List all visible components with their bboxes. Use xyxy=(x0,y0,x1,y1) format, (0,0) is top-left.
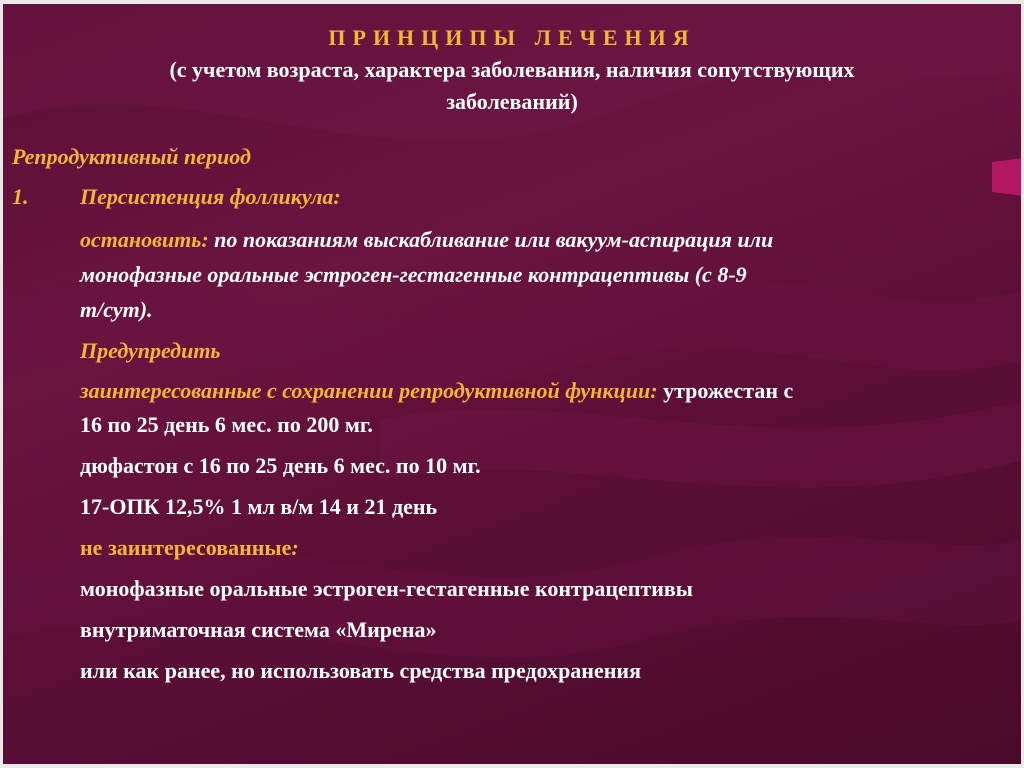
interested-line-2: 16 по 25 день 6 мес. по 200 мг. xyxy=(80,412,373,437)
not-interested-colon: : xyxy=(291,535,299,560)
prevent-label: Предупредить xyxy=(80,338,221,363)
stop-line-1 xyxy=(80,227,773,253)
slide-title: ПРИНЦИПЫ ЛЕЧЕНИЯ xyxy=(328,25,696,50)
section-heading: Репродуктивный период xyxy=(12,144,251,169)
item-title: Персистенция фолликула: xyxy=(80,184,341,209)
dufaston-line: дюфастон с 16 по 25 день 6 мес. по 10 мг. xyxy=(80,453,481,478)
stop-label: остановить: xyxy=(80,227,209,252)
option-3: или как ранее, но использовать средства предохранения xyxy=(80,658,641,683)
opk-line: 17-ОПК 12,5% 1 мл в/м 14 и 21 день xyxy=(80,494,438,519)
slide-frame-bottom xyxy=(0,764,1024,768)
stop-text-1: по показаниям выскабливание или вакуум-аспирация или xyxy=(208,227,774,252)
not-interested-line xyxy=(80,535,299,561)
option-2: внутриматочная система «Мирена» xyxy=(80,617,437,642)
option-1: монофазные оральные эстроген-гестагенные контрацептивы xyxy=(80,576,693,601)
item-number: 1. xyxy=(12,184,29,209)
interested-line-1 xyxy=(80,378,793,404)
title-block xyxy=(0,22,1024,118)
slide-subtitle-line-2: заболеваний) xyxy=(446,89,578,114)
slide-frame-top xyxy=(0,0,1024,4)
stop-line-2: монофазные оральные эстроген-гестагенные контрацептивы (с 8-9 xyxy=(80,262,747,287)
slide-subtitle-line-1: (с учетом возраста, характера заболевания, наличия сопутствующих xyxy=(169,57,855,82)
stop-line-3: т/сут). xyxy=(80,297,153,322)
not-interested-label: не заинтересованные xyxy=(80,535,292,560)
interested-text-1: утрожестан с xyxy=(657,378,794,403)
interested-label: заинтересованные с сохранении репродуктивной функции: xyxy=(80,378,658,403)
